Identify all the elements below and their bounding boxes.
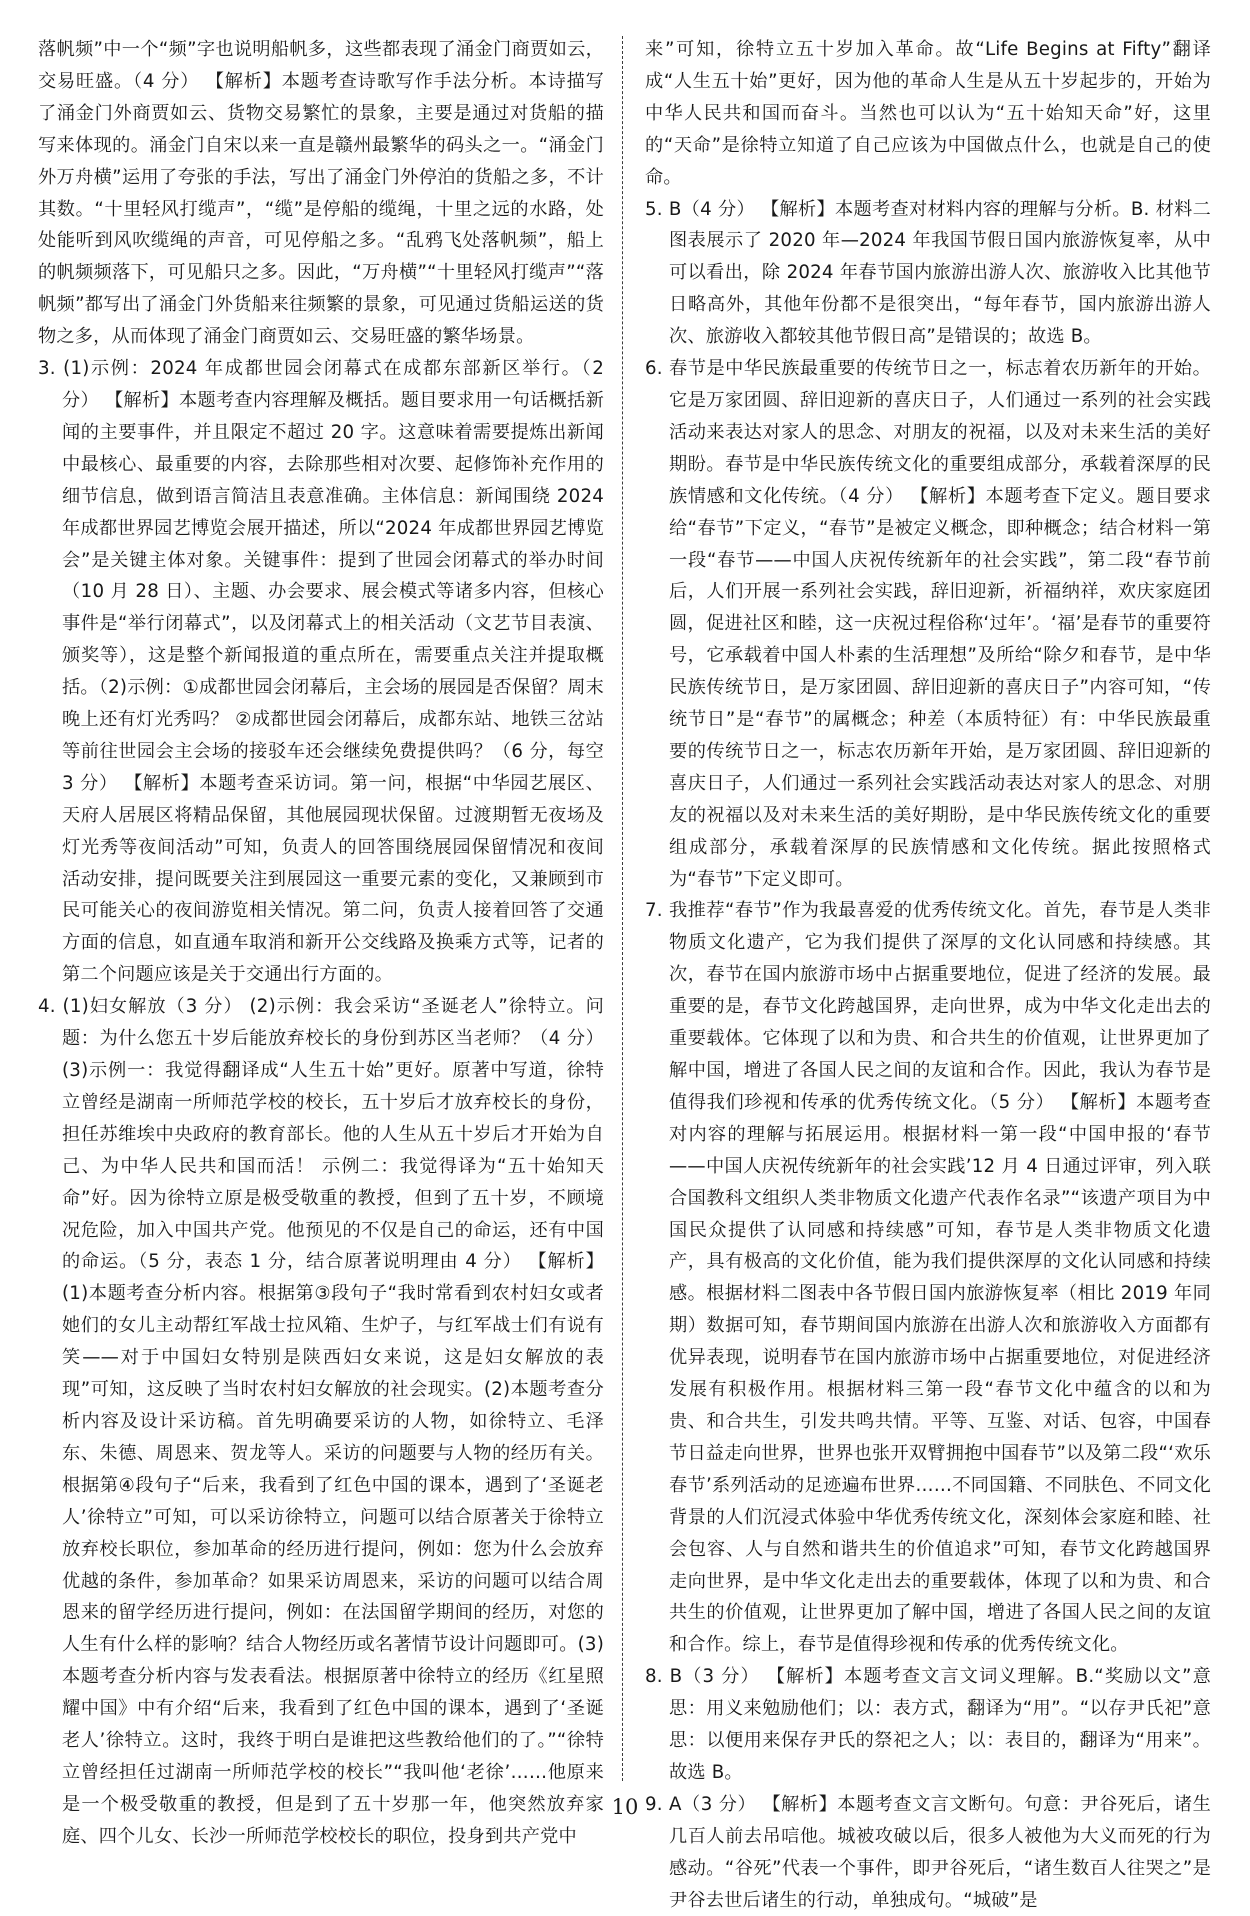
column-divider [622,36,623,1781]
answer-6: 6. 春节是中华民族最重要的传统节日之一，标志着农历新年的开始。它是万家团圆、辞旧迎新的喜庆日子，人们通过一系列的社会实践活动来表达对家人的思念、对朋友的祝福，以及对未来生活的美好期盼。春节是中华民族传统文化的重要组成部分，承载着深厚的民族情感和文化传统。（4 分） 【解析】本题考查下定义。题目要求给“春节”下定义，“春节”是被定义概念，即种概念；结合材料一第一段“春节——中国人庆祝传统新年的社会实践”，第二段“春节前后，人们开展一系列社会实践，辞旧迎新，祈福纳祥，欢庆家庭团圆，促进社区和睦，这一庆祝过程俗称‘过年’。‘福’是春节的重要符号，它承载着中国人朴素的生活理想”及所给“除夕和春节，是中华民族传统节日，是万家团圆、辞旧迎新的喜庆日子”内容可知，“传统节日”是“春节”的属概念；种差（本质特征）有：中华民族最重要的传统节日之一，标志农历新年开始，是万家团圆、辞旧迎新的喜庆日子，人们通过一系列社会实践活动表达对家人的思念、对朋友的祝福以及对未来生活的美好期盼，是中华民族传统文化的重要组成部分，承载着深厚的民族情感和文化传统。据此按照格式为“春节”下定义即可。 [645,358,1211,890]
answer-3: 3. (1)示例：2024 年成都世园会闭幕式在成都东部新区举行。（2 分） 【解析】本题考查内容理解及概括。题目要求用一句话概括新闻的主要事件，并且限定不超过 20 字。这意味着需要提炼出新闻中最核心、最重要的内容，去除那些相对次要、起修饰补充作用的细节信息，做到语言简洁且表意准确。主体信息：新闻围绕 2024 年成都世界园艺博览会展开描述，所以“2024 年成都世界园艺博览会”是关键主体对象。关键事件：提到了世园会闭幕式的举办时间（10 月 28 日）、主题、办会要求、展会模式等诸多内容，但核心事件是“举行闭幕式”，以及闭幕式上的相关活动（文艺节目表演、颁奖等），这是整个新闻报道的重点所在，需要重点关注并提取概括。（2)示例：①成都世园会闭幕后，主会场的展园是否保留？周末晚上还有灯光秀吗？ ②成都世园会闭幕后，成都东站、地铁三岔站等前往世园会主会场的接驳车还会继续免费提供吗？（6 分，每空 3 分） 【解析】本题考查采访词。第一问，根据“中华园艺展区、天府人居展区将精品保留，其他展园现状保留。过渡期暂无夜场及灯光秀等夜间活动”可知，负责人的回答围绕展园保留情况和夜间活动安排，提问既要关注到展园这一重要元素的变化，又兼顾到市民可能关心的夜间游览相关情况。第二问，负责人接着回答了交通方面的信息，如直通车取消和新开公交线路及换乘方式等，记者的第二个问题应该是关于交通出行方面的。 [38,358,604,986]
left-column [38,34,604,1853]
answer-9: 9. A（3 分） 【解析】本题考查文言文断句。句意：尹谷死后，诸生几百人前去吊唁他。城被攻破以后，很多人被他为大义而死的行为感动。“谷死”代表一个事件，即尹谷死后，“诸生数百人往哭之”是尹谷去世后诸生的行动，单独成句。“城破”是 [645,1793,1211,1911]
answer-8: 8. B（3 分） 【解析】本题考查文言文词义理解。B.“奖励以文”意思：用义来勉励他们；以：表方式，翻译为“用”。“以存尹氏祀”意思：以便用来保存尹氏的祭祀之人；以：表目的，翻译为“用来”。故选 B。 [645,1666,1211,1783]
answer-4: 4. (1)妇女解放（3 分） (2)示例：我会采访“圣诞老人”徐特立。问题：为什么您五十岁后能放弃校长的身份到苏区当老师？（4 分） (3)示例一：我觉得翻译成“人生五十始”更好。原著中写道，徐特立曾经是湖南一所师范学校的校长，五十岁后才放弃校长的身份，担任苏维埃中央政府的教育部长。他的人生从五十岁后才开始为自己、为中华人民共和国而活！ 示例二：我觉得译为“五十始知天命”好。因为徐特立原是极受敬重的教授，但到了五十岁，不顾境况危险，加入中国共产党。他预见的不仅是自己的命运，还有中国的命运。（5 分，表态 1 分，结合原著说明理由 4 分） 【解析】(1)本题考查分析内容。根据第③段句子“我时常看到农村妇女或者她们的女儿主动帮红军战士拉风箱、生炉子，与红军战士们有说有笑——对于中国妇女特别是陕西妇女来说，这是妇女解放的表现”可知，这反映了当时农村妇女解放的社会现实。(2)本题考查分析内容及设计采访稿。首先明确要采访的人物，如徐特立、毛泽东、朱德、周恩来、贺龙等人。采访的问题要与人物的经历有关。根据第④段句子“后来，我看到了红色中国的课本，遇到了‘圣诞老人’徐特立”可知，可以采访徐特立，问题可以结合原著关于徐特立放弃校长职位，参加革命的经历进行提问，例如：您为什么会放弃优越的条件，参加革命？如果采访周恩来，采访的问题可以结合周恩来的留学经历进行提问，例如：在法国留学期间的经历，对您的人生有什么样的影响？结合人物经历或名著情节设计问题即可。(3)本题考查分析内容与发表看法。根据原著中徐特立的经历《红星照耀中国》中有介绍“后来，我看到了红色中国的课本，遇到了‘圣诞老人’徐特立。这时，我终于明白是谁把这些教给他们的了。”“徐特立曾经担任过湖南一所师范学校的校长”“我叫他‘老徐’……他原来是一个极受敬重的教授，但是到了五十岁那一年，他突然放弃家庭、四个儿女、长沙一所师范学校校长的职位，投身到共产党中 [38,996,604,1847]
page-number: 10 [611,1795,639,1819]
answer-5: 5. B（4 分） 【解析】本题考查对材料内容的理解与分析。B. 材料二图表展示了 2020 年—2024 年我国节假日国内旅游恢复率，从中可以看出，除 2024 年春节国内旅游出游人次、旅游收入比其他节日略高外，其他年份都不是很突出，“每年春节，国内旅游出游人次、旅游收入都较其他节假日高”是错误的；故选 B。 [645,198,1211,348]
right-column [645,34,1211,1916]
answer-7: 7. 我推荐“春节”作为我最喜爱的优秀传统文化。首先，春节是人类非物质文化遗产，它为我们提供了深厚的文化认同感和持续感。其次，春节在国内旅游市场中占据重要地位，促进了经济的发展。最重要的是，春节文化跨越国界，走向世界，成为中华文化走出去的重要载体。它体现了以和为贵、和合共生的价值观，让世界更加了解中国，增进了各国人民之间的友谊和合作。因此，我认为春节是值得我们珍视和传承的优秀传统文化。（5 分） 【解析】本题考查对内容的理解与拓展运用。根据材料一第一段“中国申报的‘春节——中国人庆祝传统新年的社会实践’12 月 4 日通过评审，列入联合国教科文组织人类非物质文化遗产代表作名录”“该遗产项目为中国民众提供了认同感和持续感”可知，春节是人类非物质文化遗产，具有极高的文化价值，能为我们提供深厚的文化认同感和持续感。根据材料二图表中各节假日国内旅游恢复率（相比 2019 年同期）数据可知，春节期间国内旅游在出游人次和旅游收入方面都有优异表现，说明春节在国内旅游市场中占据重要地位，对促进经济发展有积极作用。根据材料三第一段“春节文化中蕴含的以和为贵、和合共生，引发共鸣共情。平等、互鉴、对话、包容，中国春节日益走向世界，世界也张开双臂拥抱中国春节”以及第二段“‘欢乐春节’系列活动的足迹遍布世界……不同国籍、不同肤色、不同文化背景的人们沉浸式体验中华优秀传统文化，深刻体会家庭和睦、社会包容、人与自然和谐共生的价值追求”可知，春节文化跨越国界走向世界，是中华文化走出去的重要载体，体现了以和为贵、和合共生的价值观，让世界更加了解中国，增进了各国人民之间的友谊和合作。综上，春节是值得珍视和传承的优秀传统文化。 [645,900,1211,1656]
answer-4-continuation: 来”可知，徐特立五十岁加入革命。故“Life Begins at Fifty”翻译成“人生五十始”更好，因为他的革命人生是从五十岁起步的，开始为中华人民共和国而奋斗。当然也可以认为“五十始知天命”好，这里的“天命”是徐特立知道了自己应该为中国做点什么，也就是自己的使命。 [645,39,1211,188]
answer-2-continuation: 落帆频”中一个“频”字也说明船帆多，这些都表现了涌金门商贾如云，交易旺盛。（4 分） 【解析】本题考查诗歌写作手法分析。本诗描写了涌金门外商贾如云、货物交易繁忙的景象，主要是通过对货船的描写来体现的。涌金门自宋以来一直是赣州最繁华的码头之一。“涌金门外万舟横”运用了夸张的手法，写出了涌金门外停泊的货船之多，不计其数。“十里轻风打缆声”，“缆”是停船的缆绳，十里之远的水路，处处能听到风吹缆绳的声音，可见停船之多。“乱鸦飞处落帆频”，船上的帆频频落下，可见船只之多。因此，“万舟横”“十里轻风打缆声”“落帆频”都写出了涌金门外货船来往频繁的景象，可见通过货船运送的货物之多，从而体现了涌金门商贾如云、交易旺盛的繁华场景。 [38,39,604,348]
